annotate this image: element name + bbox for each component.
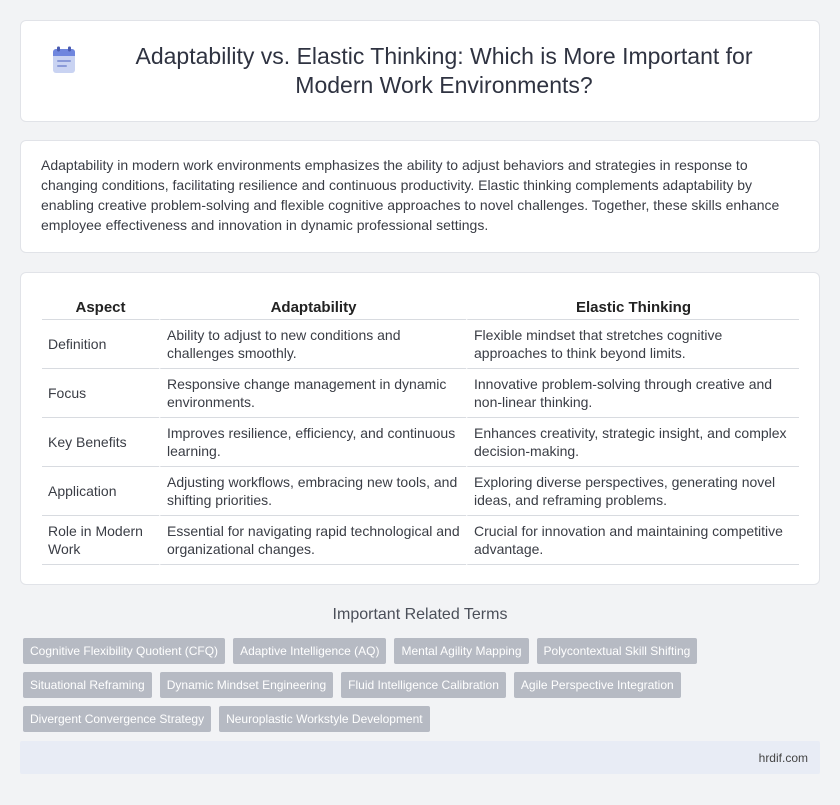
related-term-tag[interactable]: Mental Agility Mapping xyxy=(394,638,528,664)
row-adaptability: Ability to adjust to new conditions and challenges smoothly. xyxy=(159,320,466,369)
row-elastic-thinking: Exploring diverse perspectives, generating novel ideas, and reframing problems. xyxy=(466,467,799,516)
row-elastic-thinking: Enhances creativity, strategic insight, and complex decision-making. xyxy=(466,418,799,467)
page-title: Adaptability vs. Elastic Thinking: Which is More Important for Modern Work Environments? xyxy=(135,43,753,98)
column-header-adaptability: Adaptability xyxy=(159,295,466,320)
row-elastic-thinking: Innovative problem-solving through creative and non-linear thinking. xyxy=(466,369,799,418)
comparison-table xyxy=(42,295,799,565)
table-row xyxy=(42,369,799,418)
document-icon xyxy=(51,46,77,74)
related-terms-list xyxy=(23,638,823,732)
row-aspect: Key Benefits xyxy=(42,418,159,467)
row-adaptability: Responsive change management in dynamic environments. xyxy=(159,369,466,418)
intro-card xyxy=(20,140,820,253)
intro-paragraph: Adaptability in modern work environments emphasizes the ability to adjust behaviors and strategies in response to changing conditions, facilitating resilience and continuous productivity. Elastic thinking complements adaptability by enabling creative problem-solving and flexible cognitive approaches to novel challenges. Together, these skills enhance employee effectiveness and innovation in dynamic professional settings. xyxy=(41,157,780,233)
table-header-row xyxy=(42,295,799,320)
related-term-tag[interactable]: Situational Reframing xyxy=(23,672,152,698)
related-terms-title: Important Related Terms xyxy=(332,606,508,623)
related-term-tag[interactable]: Divergent Convergence Strategy xyxy=(23,706,211,732)
column-header-elastic-thinking: Elastic Thinking xyxy=(466,295,799,320)
related-term-tag[interactable]: Agile Perspective Integration xyxy=(514,672,681,698)
table-row xyxy=(42,516,799,565)
header-card xyxy=(20,20,820,122)
related-term-tag[interactable]: Fluid Intelligence Calibration xyxy=(341,672,506,698)
row-adaptability: Adjusting workflows, embracing new tools, and shifting priorities. xyxy=(159,467,466,516)
table-row xyxy=(42,467,799,516)
row-adaptability: Improves resilience, efficiency, and continuous learning. xyxy=(159,418,466,467)
row-elastic-thinking: Crucial for innovation and maintaining competitive advantage. xyxy=(466,516,799,565)
row-aspect: Role in Modern Work xyxy=(42,516,159,565)
footer xyxy=(20,741,820,774)
related-term-tag[interactable]: Dynamic Mindset Engineering xyxy=(160,672,333,698)
table-row xyxy=(42,418,799,467)
row-aspect: Application xyxy=(42,467,159,516)
row-elastic-thinking: Flexible mindset that stretches cognitive approaches to think beyond limits. xyxy=(466,320,799,369)
table-row xyxy=(42,320,799,369)
row-aspect: Definition xyxy=(42,320,159,369)
related-term-tag[interactable]: Neuroplastic Workstyle Development xyxy=(219,706,430,732)
row-adaptability: Essential for navigating rapid technological and organizational changes. xyxy=(159,516,466,565)
comparison-card xyxy=(20,272,820,585)
row-aspect: Focus xyxy=(42,369,159,418)
footer-site-link[interactable]: hrdif.com xyxy=(758,750,808,765)
related-term-tag[interactable]: Adaptive Intelligence (AQ) xyxy=(233,638,386,664)
related-term-tag[interactable]: Cognitive Flexibility Quotient (CFQ) xyxy=(23,638,225,664)
column-header-aspect: Aspect xyxy=(42,295,159,320)
related-term-tag[interactable]: Polycontextual Skill Shifting xyxy=(537,638,698,664)
